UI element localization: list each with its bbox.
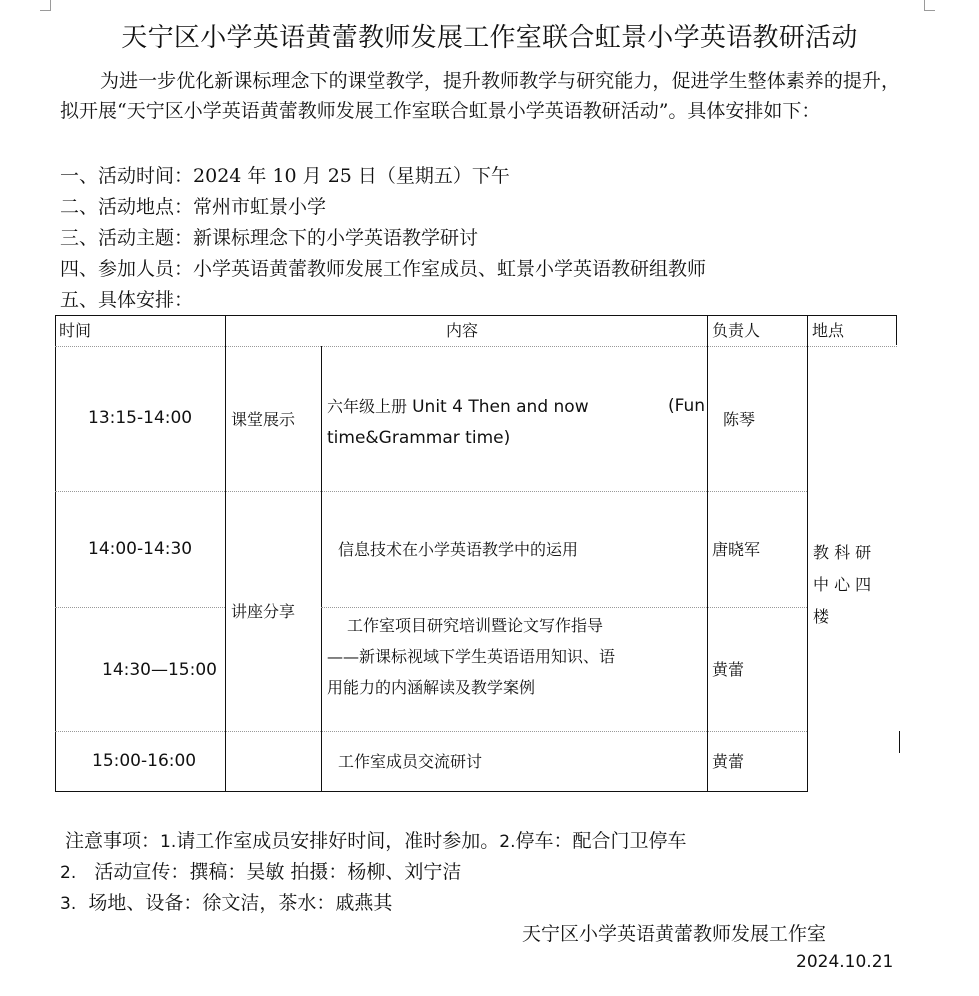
row-time: 13:15-14:00: [88, 408, 193, 428]
page-title: 天宁区小学英语黄蕾教师发展工作室联合虹景小学英语教研活动: [121, 23, 858, 53]
row-person: 唐晓军: [712, 540, 761, 559]
content-en: Unit 4 Then and now: [412, 397, 589, 417]
row-person: 黄蕾: [712, 752, 745, 771]
header-content: 内容: [446, 321, 479, 340]
notes-label: 注意事项：: [65, 830, 161, 852]
notes-line-2: [60, 857, 461, 884]
row-time: 14:00-14:30: [88, 539, 193, 559]
note-text: 请工作室成员安排好时间，准时参加。: [176, 830, 500, 852]
participants-value: 小学英语黄蕾教师发展工作室成员、虹景小学英语教研组教师: [193, 258, 707, 280]
note-text: 场地、设备：徐文洁，茶水：戚燕其: [88, 892, 393, 914]
activity-place-label: 二、活动地点：: [60, 196, 194, 218]
content-line: ——新课标视域下学生英语语用知识、语: [327, 647, 616, 666]
row-time: 15:00-16:00: [92, 751, 197, 771]
margin-corner-mark: [924, 0, 935, 11]
activity-theme-line: [60, 223, 478, 250]
note-number: 3.: [60, 894, 77, 914]
activity-time-value: 2024 年 10 月 25 日（星期五）下午: [193, 165, 510, 187]
location-line: 楼: [813, 607, 830, 626]
header-person: 负责人: [712, 321, 761, 340]
location-line: 教 科 研: [813, 543, 872, 562]
note-number: 2.: [499, 832, 516, 852]
location-line: 中 心 四: [813, 575, 872, 594]
participants-line: [60, 254, 706, 281]
content-en: time&Grammar time): [327, 428, 511, 448]
content-line: 工作室项目研究培训暨论文写作指导: [347, 616, 604, 635]
content-line: 用能力的内涵解读及教学案例: [327, 678, 536, 697]
activity-time-line: [60, 161, 510, 188]
content-cn: 六年级上册: [327, 397, 408, 416]
row-person: 陈琴: [723, 410, 756, 429]
margin-corner-mark: [40, 0, 51, 11]
activity-place-value: 常州市虹景小学: [193, 196, 327, 218]
row-content: [327, 610, 707, 703]
note-text: 活动宣传：撰稿：吴敏 拍摄：杨柳、刘宁洁: [94, 861, 462, 883]
notes-line-3: [60, 888, 392, 915]
participants-label: 四、参加人员：: [60, 258, 194, 280]
document-date: 2024.10.21: [796, 952, 894, 972]
note-number: 2.: [60, 863, 77, 883]
row-content: [327, 391, 705, 454]
schedule-heading: [60, 285, 193, 312]
schedule-table: [55, 315, 897, 792]
note-text: 停车：配合门卫停车: [515, 830, 687, 852]
header-time: 时间: [59, 321, 92, 340]
activity-theme-value: 新课标理念下的小学英语教学研讨: [193, 227, 479, 249]
location-cell: [813, 537, 871, 633]
row-content: 信息技术在小学英语教学中的运用: [338, 540, 579, 559]
note-number: 1.: [160, 832, 177, 852]
row-content: 工作室成员交流研讨: [338, 752, 483, 771]
row-time: 14:30—15:00: [102, 660, 217, 680]
text-cursor: [899, 731, 900, 753]
row-person: 黄蕾: [712, 660, 745, 679]
content-en: (Fun: [668, 396, 706, 416]
header-location: 地点: [812, 321, 845, 340]
activity-time-label: 一、活动时间：: [60, 165, 194, 187]
intro-paragraph: 为进一步优化新课标理念下的课堂教学，提升教师教学与研究能力，促进学生整体素养的提升，拟开展“天宁区小学英语黄蕾教师发展工作室联合虹景小学英语教研活动”。具体安排如下：: [60, 70, 900, 122]
session-type: 课堂展示: [231, 410, 296, 429]
schedule-label: 五、具体安排：: [60, 289, 194, 311]
signature: 天宁区小学英语黄蕾教师发展工作室: [522, 923, 827, 945]
activity-theme-label: 三、活动主题：: [60, 227, 194, 249]
notes-line-1: [65, 826, 687, 853]
activity-place-line: [60, 192, 326, 219]
session-type: 讲座分享: [231, 602, 296, 621]
